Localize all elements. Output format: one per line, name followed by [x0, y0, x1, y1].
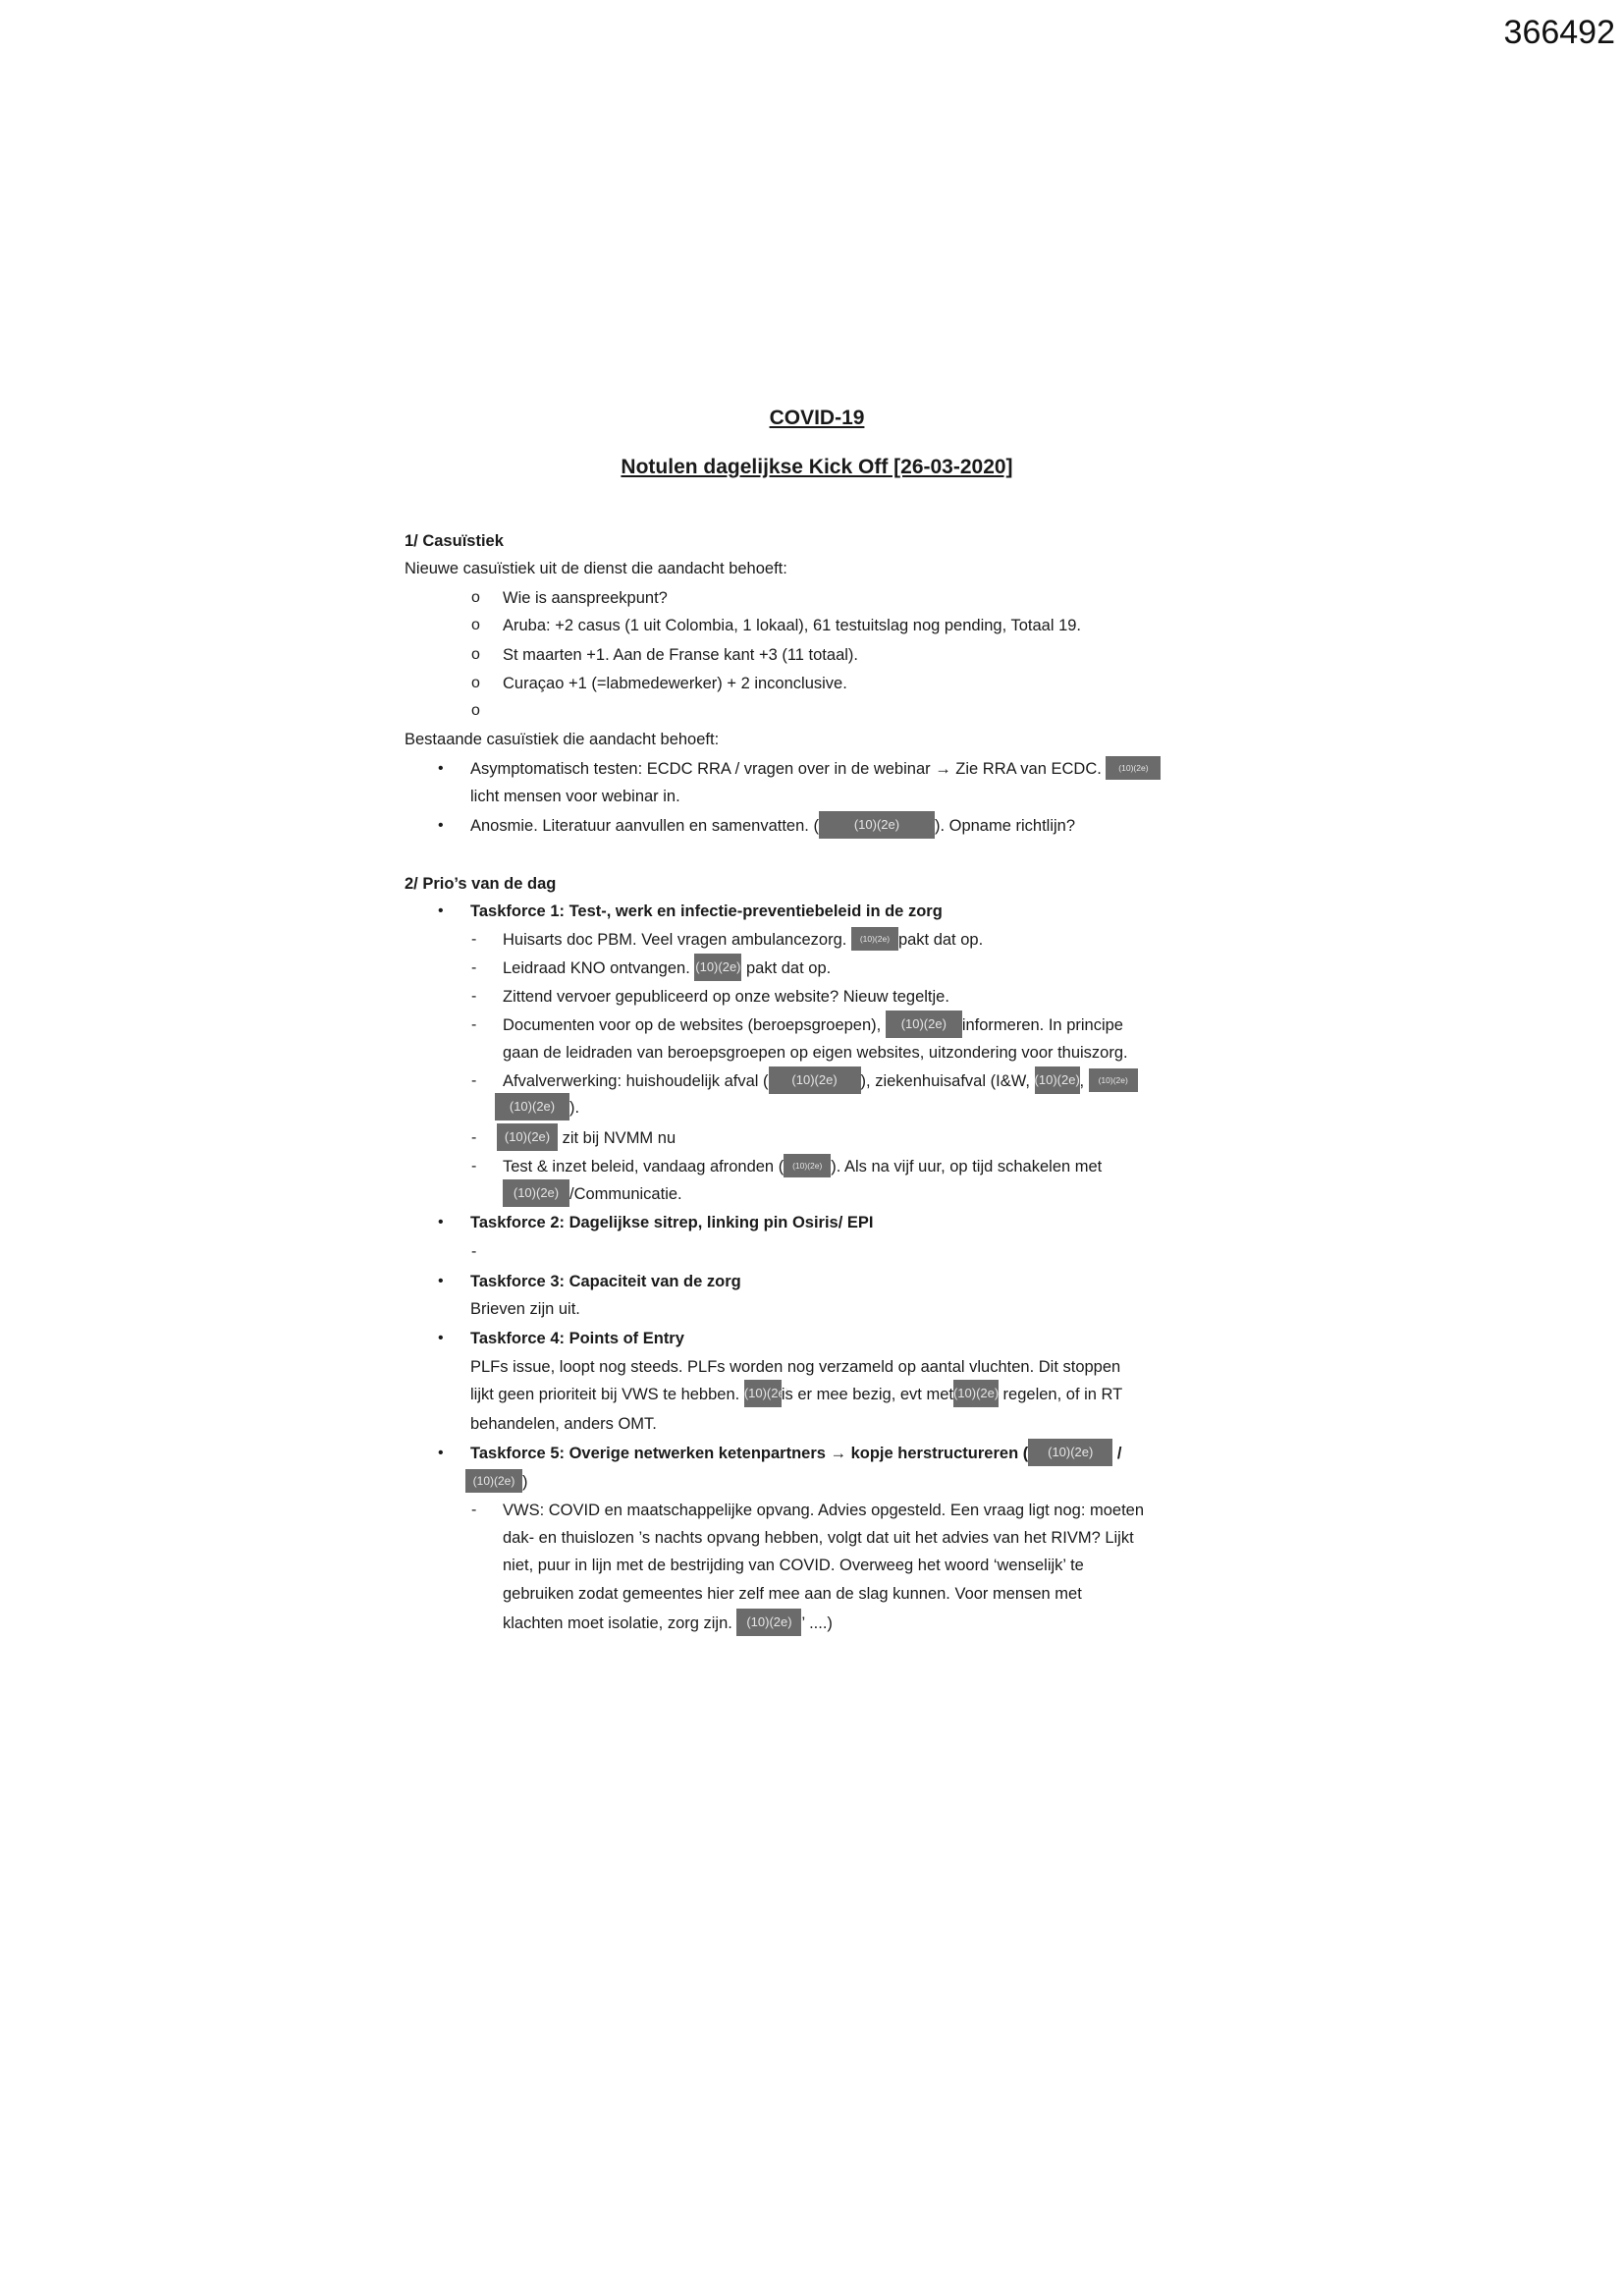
redaction: (10)(2e) — [497, 1123, 558, 1151]
dash-bullet: - — [471, 1158, 477, 1175]
redaction: (10)(2e) — [736, 1609, 801, 1636]
list-item: Afvalverwerking: huishoudelijk afval ( (10)(2e) ), ziekenhuisafval (I&W, (10)(2e), (10)(2e) — [503, 1067, 1138, 1095]
list-item: (10)(2e) zit bij NVMM nu — [497, 1124, 676, 1152]
disc-bullet: • — [438, 902, 444, 919]
disc-bullet: • — [438, 1214, 444, 1230]
new-cases-intro: Nieuwe casuïstiek uit de dienst die aandacht behoeft: — [405, 560, 787, 577]
list-item: St maarten +1. Aan de Franse kant +3 (11 totaal). — [503, 646, 858, 664]
circle-bullet-empty: o — [471, 702, 480, 719]
circle-bullet: o — [471, 589, 480, 606]
disc-bullet: • — [438, 1273, 444, 1289]
taskforce-3-title: Taskforce 3: Capaciteit van de zorg — [470, 1273, 741, 1290]
redaction: (10)(2e) — [851, 927, 898, 951]
taskforce-5-title: Taskforce 5: Overige netwerken ketenpartners → kopje herstructureren ( (10)(2e) / — [470, 1440, 1121, 1467]
redaction: (10)(2e) — [1106, 756, 1161, 780]
redaction: (10)(2e) — [819, 811, 935, 839]
existing-cases-intro: Bestaande casuïstiek die aandacht behoeft: — [405, 731, 720, 748]
dash-bullet: - — [471, 1072, 477, 1089]
taskforce-4-text: PLFs issue, loopt nog steeds. PLFs worden nog verzameld op aantal vluchten. Dit stoppen — [470, 1358, 1121, 1376]
list-item: Asymptomatisch testen: ECDC RRA / vragen over in de webinar → Zie RRA van ECDC. (10)(2e) — [470, 755, 1161, 783]
dash-bullet: - — [471, 1129, 477, 1146]
disc-bullet: • — [438, 817, 444, 834]
taskforce-4-text: lijkt geen prioriteit bij VWS te hebben. (10)(2e)is er mee bezig, evt met(10)(2e) regelen, of in RT — [470, 1381, 1122, 1408]
redaction: (10)(2e) — [465, 1469, 522, 1493]
taskforce-1-title: Taskforce 1: Test-, werk en infectie-preventiebeleid in de zorg — [470, 902, 943, 920]
list-item: VWS: COVID en maatschappelijke opvang. Advies opgesteld. Een vraag ligt nog: moeten — [503, 1502, 1145, 1519]
list-item: Documenten voor op de websites (beroepsgroepen), (10)(2e) informeren. In principe — [503, 1011, 1123, 1039]
list-item: Curaçao +1 (=labmedewerker) + 2 inconclusive. — [503, 675, 847, 692]
redaction: (10)(2e) — [784, 1154, 831, 1177]
list-item: Zittend vervoer gepubliceerd op onze website? Nieuw tegeltje. — [503, 988, 949, 1006]
section-heading-casuistiek: 1/ Casuïstiek — [405, 532, 504, 550]
redaction: (10)(2e) — [1089, 1068, 1138, 1092]
dash-bullet: - — [471, 1502, 477, 1518]
document-title: COVID-19 — [769, 407, 865, 429]
list-item: Test & inzet beleid, vandaag afronden ( (10)(2e) ). Als na vijf uur, op tijd schakelen met — [503, 1153, 1102, 1180]
redaction: (10)(2e) — [1028, 1439, 1112, 1466]
list-item-continued: gaan de leidraden van beroepsgroepen op eigen websites, uitzondering voor thuiszorg. — [503, 1044, 1128, 1062]
list-item: Huisarts doc PBM. Veel vragen ambulancezorg. (10)(2e) pakt dat op. — [503, 926, 983, 954]
taskforce-5-title-continued: (10)(2e) ) — [465, 1468, 528, 1496]
taskforce-3-text: Brieven zijn uit. — [470, 1300, 580, 1318]
circle-bullet: o — [471, 617, 480, 633]
circle-bullet: o — [471, 675, 480, 691]
taskforce-4-text: behandelen, anders OMT. — [470, 1415, 657, 1433]
redaction: (10)(2e) — [694, 954, 741, 981]
disc-bullet: • — [438, 1330, 444, 1346]
list-item-continued: (10)(2e) /Communicatie. — [503, 1180, 682, 1208]
disc-bullet: • — [438, 1445, 444, 1461]
list-item-continued: dak- en thuislozen ’s nachts opvang hebben, volgt dat uit het advies van het RIVM? Lijkt — [503, 1529, 1134, 1547]
redaction: (10)(2e) — [769, 1066, 861, 1094]
dash-bullet: - — [471, 1016, 477, 1033]
document-subtitle: Notulen dagelijkse Kick Off [26-03-2020] — [621, 456, 1013, 478]
list-item: Anosmie. Literatuur aanvullen en samenvatten. ( (10)(2e) ). Opname richtlijn? — [470, 812, 1075, 840]
dash-bullet: - — [471, 931, 477, 948]
document-number: 366492 — [1503, 14, 1615, 51]
list-item-continued: niet, puur in lijn met de bestrijding van COVID. Overweeg het woord ‘wenselijk’ te — [503, 1557, 1084, 1574]
list-item-continued: gebruiken zodat gemeentes hier zelf mee aan de slag kunnen. Voor mensen met — [503, 1585, 1082, 1603]
redaction: (10)(2e) — [953, 1380, 999, 1407]
list-item-continued: licht mensen voor webinar in. — [470, 788, 680, 805]
redaction: (10)(2e) — [503, 1179, 569, 1207]
list-item-continued: (10)(2e) ). — [495, 1094, 579, 1121]
redaction: (10)(2e) — [886, 1011, 962, 1038]
redaction: (10)(2e) — [495, 1093, 569, 1121]
list-item-continued: klachten moet isolatie, zorg zijn. (10)(2e) ’ ....) — [503, 1610, 833, 1637]
redaction: (10)(2e) — [744, 1380, 782, 1407]
dash-bullet-empty: - — [471, 1243, 477, 1260]
dash-bullet: - — [471, 959, 477, 976]
list-item: Wie is aanspreekpunt? — [503, 589, 668, 607]
section-heading-prios: 2/ Prio’s van de dag — [405, 875, 557, 893]
disc-bullet: • — [438, 760, 444, 777]
circle-bullet: o — [471, 646, 480, 663]
dash-bullet: - — [471, 988, 477, 1005]
taskforce-4-title: Taskforce 4: Points of Entry — [470, 1330, 684, 1347]
list-item: Leidraad KNO ontvangen. (10)(2e) pakt dat op. — [503, 955, 831, 982]
taskforce-2-title: Taskforce 2: Dagelijkse sitrep, linking pin Osiris/ EPI — [470, 1214, 874, 1231]
list-item: Aruba: +2 casus (1 uit Colombia, 1 lokaal), 61 testuitslag nog pending, Totaal 19. — [503, 617, 1082, 634]
redaction: (10)(2e) — [1035, 1066, 1080, 1094]
